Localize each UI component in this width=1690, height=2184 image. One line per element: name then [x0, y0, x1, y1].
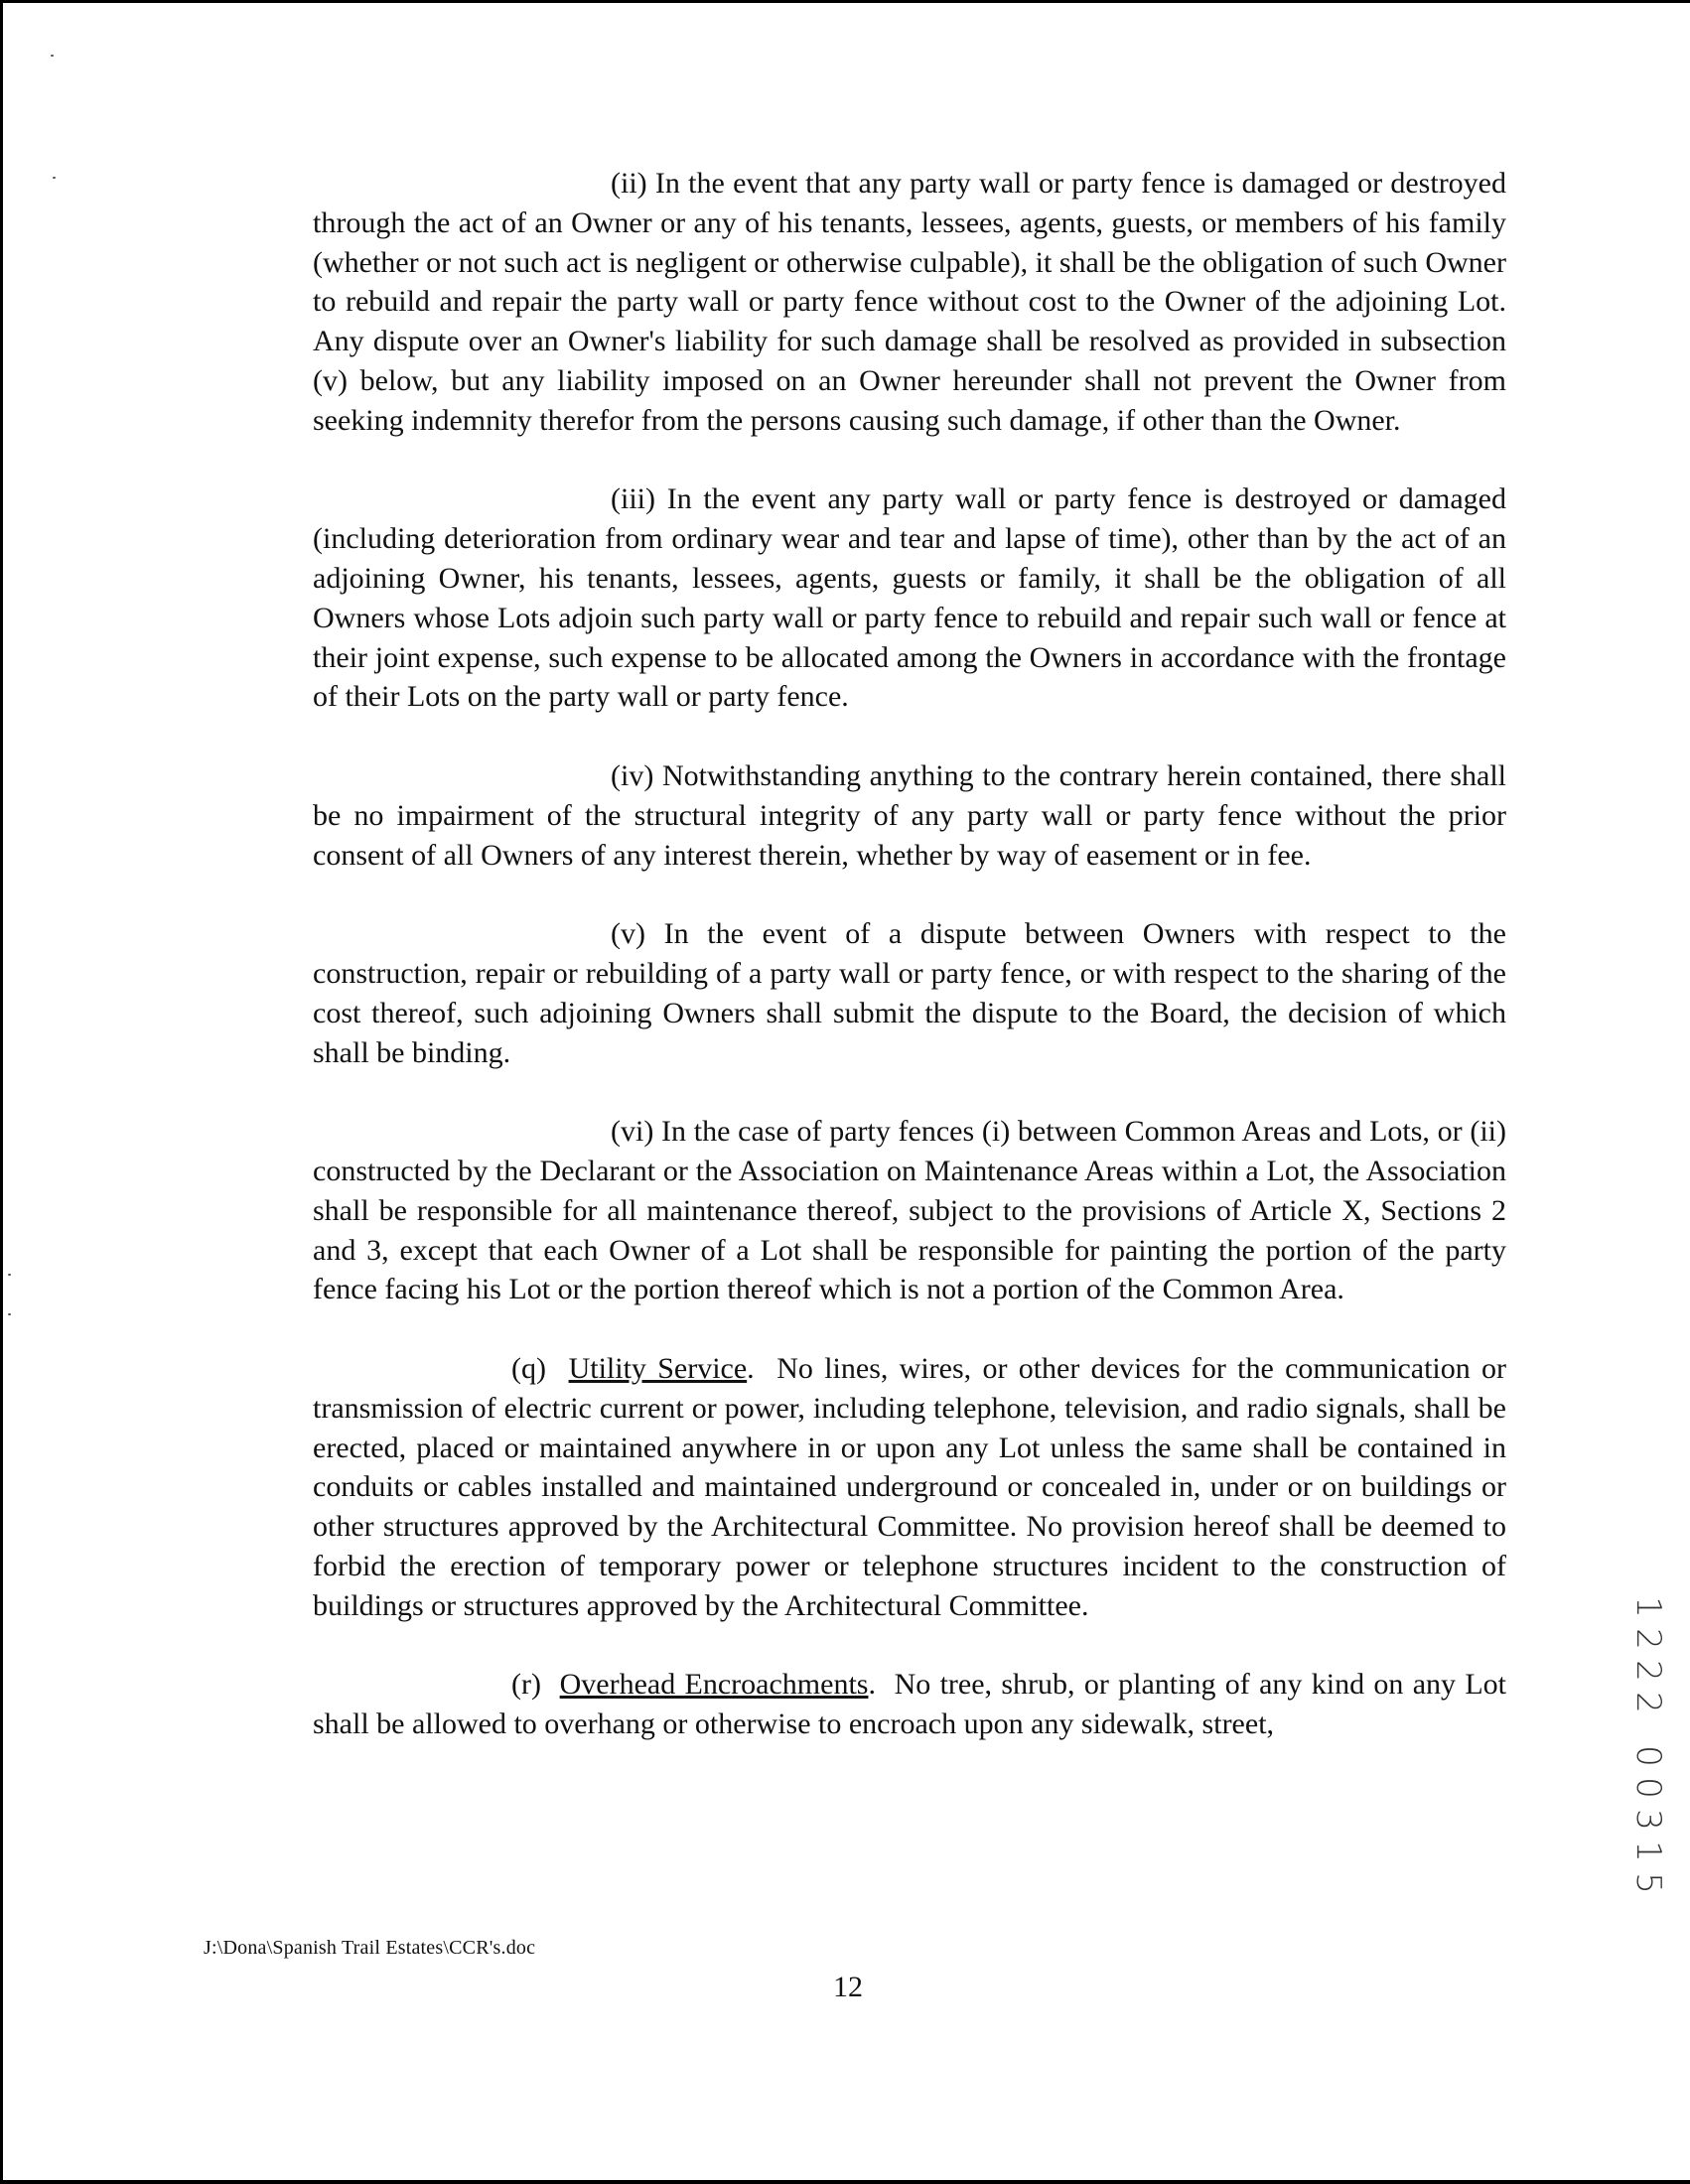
page-number: 12	[833, 1971, 863, 2003]
scan-speck	[53, 177, 56, 179]
paragraph-ii: (ii) In the event that any party wall or party fence is damaged or destroyed through the act of an Owner or any of his tenants, lessees, agents, guests, or members of his family (whether or not such act is negligent or otherwise culpable), it shall be the obligation of such Owner to rebuild and repair the party wall or party fence without cost to the Owner of the adjoining Lot. Any dispute over an Owner's liability for such damage shall be resolved as provided in subsection (v) below, but any liability imposed on an Owner hereunder shall not prevent the Owner from seeking indemnity therefor from the persons causing such damage, if other than the Owner.	[313, 167, 1506, 437]
scan-speck	[8, 1313, 11, 1315]
stamp-digit: 1	[1627, 1596, 1668, 1618]
scan-speck	[51, 55, 54, 57]
section-q-heading: Utility Service	[568, 1351, 748, 1385]
section-q-label: (q)	[511, 1351, 546, 1385]
paragraph-iii: (iii) In the event any party wall or party fence is destroyed or damaged (including deterioration from ordinary wear and tear and lapse of time), other than by the act of an adjoining Owner, his tenants, lessees, agents, guests or family, it shall be the obligation of all Owners whose Lots adjoin such party wall or party fence to rebuild and repair such wall or fence at their joint expense, such expense to be allocated among the Owners in accordance with the frontage of their Lots on the party wall or party fence.	[313, 482, 1506, 714]
stamp-digit: 0	[1627, 1777, 1668, 1799]
scan-speck	[8, 1274, 11, 1276]
stamp-digit: 5	[1627, 1872, 1668, 1894]
paragraph-iv: (iv) Notwithstanding anything to the contrary herein contained, there shall be no impairment of the structural integrity of any party wall or party fence without the prior consent of all Owners of any interest therein, whether by way of easement or in fee.	[313, 758, 1506, 872]
section-r-label: (r)	[511, 1668, 541, 1702]
body-text	[313, 164, 1506, 1784]
stamp-digit: 1	[1627, 1841, 1668, 1862]
stamp-digit: 3	[1627, 1809, 1668, 1831]
section-q-text: No lines, wires, or other devices for the communication or transmission of electric current or power, including telephone, television, and radio signals, shall be erected, placed or maintained anywhere in or upon any Lot unless the same shall be contained in conduits or cables installed and maintained underground or concealed in, under or on buildings or other structures approved by the Architectural Committee. No provision hereof shall be deemed to forbid the erection of temporary power or telephone structures incident to the construction of buildings or structures approved by the Architectural Committee.	[313, 1351, 1507, 1622]
stamp-digit: 2	[1627, 1660, 1668, 1682]
section-r-overhead-encroachments: (r) Overhead Encroachments. No tree, shrub, or planting of any kind on any Lot shall be allowed to overhang or otherwise to encroach upon any sidewalk, street,	[313, 1668, 1506, 1741]
section-r-heading: Overhead Encroachments	[559, 1668, 869, 1702]
stamp-digit: 0	[1627, 1745, 1668, 1767]
footer-file-path: J:\Dona\Spanish Trail Estates\CCR's.doc	[204, 1937, 536, 1959]
paragraph-vi: (vi) In the case of party fences (i) between Common Areas and Lots, or (ii) constructed by the Declarant or the Association on Maintenance Areas within a Lot, the Association shall be responsible for all maintenance thereof, subject to the provisions of Article X, Sections 2 and 3, except that each Owner of a Lot shall be responsible for painting the portion of the party fence facing his Lot or the portion thereof which is not a portion of the Common Area.	[313, 1115, 1506, 1306]
section-q-utility-service: (q) Utility Service. No lines, wires, or other devices for the communication or transmission of electric current or power, including telephone, television, and radio signals, shall be erected, placed or maintained anywhere in or upon any Lot unless the same shall be contained in conduits or cables installed and maintained underground or concealed in, under or on buildings or other structures approved by the Architectural Committee. No provision hereof shall be deemed to forbid the erection of temporary power or telephone structures incident to the construction of buildings or structures approved by the Architectural Committee.	[313, 1351, 1507, 1622]
stamp-digit: 2	[1627, 1692, 1668, 1713]
paragraph-v: (v) In the event of a dispute between Owners with respect to the construction, repair or rebuilding of a party wall or party fence, or with respect to the sharing of the cost thereof, such adjoining Owners shall submit the dispute to the Board, the decision of which shall be binding.	[313, 917, 1506, 1069]
recording-stamp	[1624, 1591, 1672, 1899]
section-r-text: No tree, shrub, or planting of any kind on any Lot shall be allowed to overhang or otherwise to encroach upon any sidewalk, street,	[313, 1668, 1506, 1741]
stamp-digit: 2	[1627, 1628, 1668, 1650]
